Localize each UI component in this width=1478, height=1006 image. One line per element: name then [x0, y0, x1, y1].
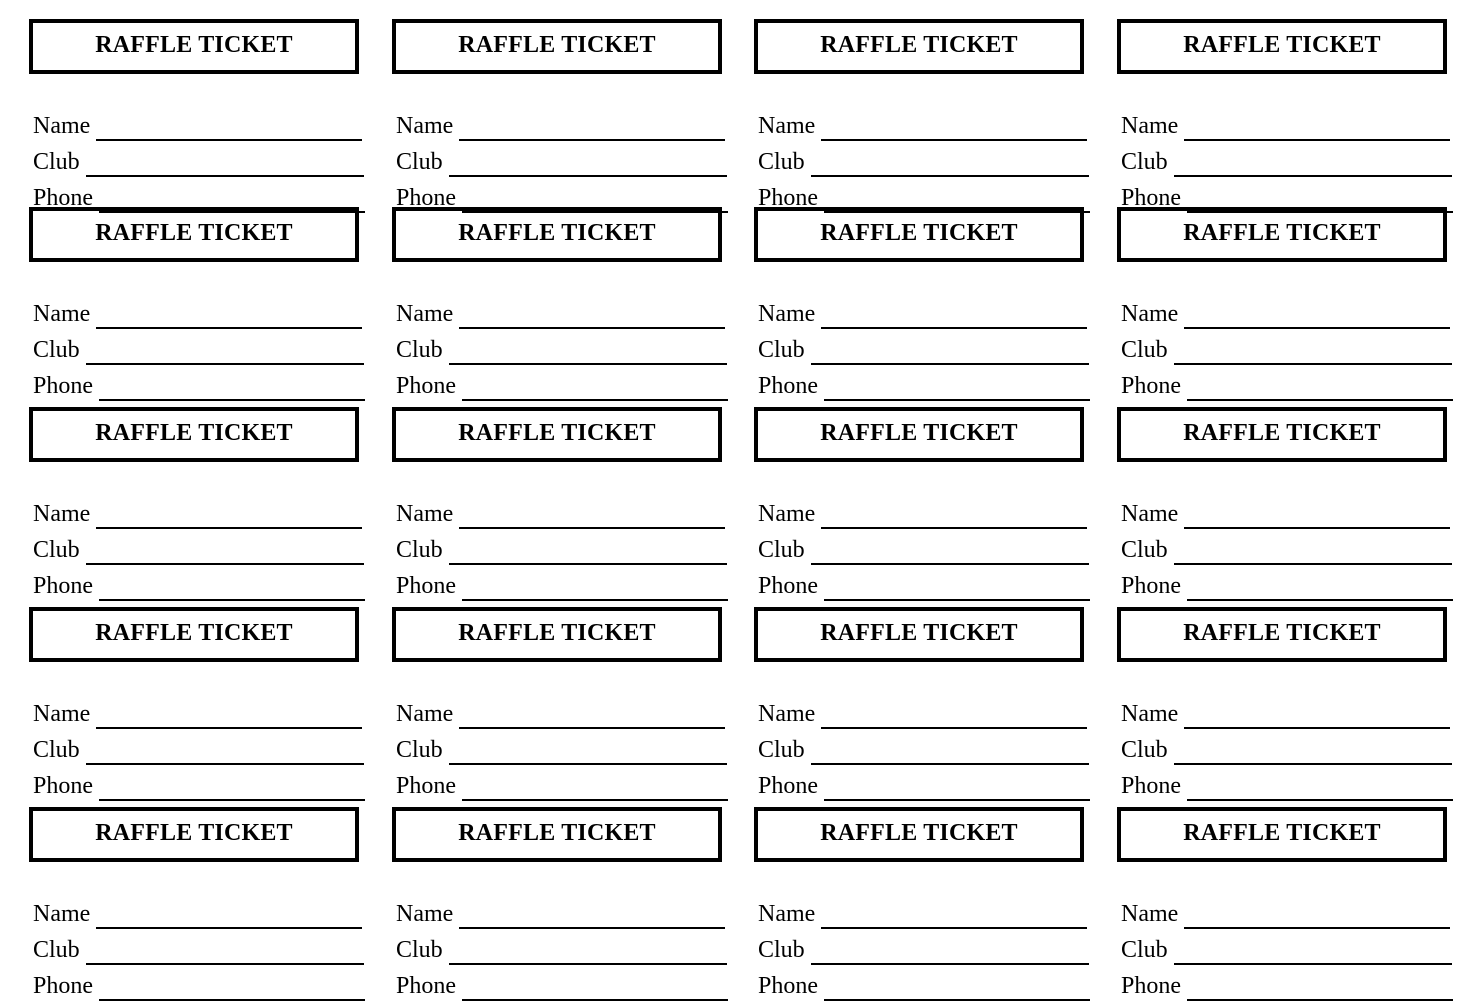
name-blank-line[interactable]	[821, 327, 1087, 329]
phone-field	[33, 568, 365, 598]
club-blank-line[interactable]	[86, 963, 364, 965]
ticket-title: RAFFLE TICKET	[820, 419, 1018, 446]
ticket-header-box	[392, 607, 722, 662]
club-blank-line[interactable]	[811, 563, 1089, 565]
ticket-header-box	[754, 807, 1084, 862]
club-field	[396, 332, 727, 362]
club-field	[33, 332, 364, 362]
name-blank-line[interactable]	[96, 327, 362, 329]
club-field	[1121, 532, 1452, 562]
ticket-header-box	[754, 19, 1084, 74]
ticket-header-box	[392, 207, 722, 262]
club-field	[33, 732, 364, 762]
club-field	[1121, 732, 1452, 762]
club-field	[1121, 932, 1452, 962]
phone-label: Phone	[758, 573, 818, 599]
phone-label: Phone	[1121, 773, 1181, 799]
club-field	[33, 144, 364, 174]
club-blank-line[interactable]	[1174, 363, 1452, 365]
club-blank-line[interactable]	[449, 563, 727, 565]
name-blank-line[interactable]	[459, 727, 725, 729]
club-blank-line[interactable]	[811, 963, 1089, 965]
phone-label: Phone	[758, 373, 818, 399]
name-blank-line[interactable]	[96, 527, 362, 529]
phone-label: Phone	[1121, 573, 1181, 599]
club-label: Club	[396, 337, 443, 363]
name-blank-line[interactable]	[1184, 327, 1450, 329]
ticket-title: RAFFLE TICKET	[95, 31, 293, 58]
name-blank-line[interactable]	[459, 327, 725, 329]
name-label: Name	[396, 113, 454, 139]
ticket-title: RAFFLE TICKET	[95, 219, 293, 246]
name-label: Name	[1121, 901, 1179, 927]
name-blank-line[interactable]	[821, 527, 1087, 529]
club-label: Club	[33, 537, 80, 563]
phone-field	[1121, 368, 1453, 398]
name-label: Name	[1121, 501, 1179, 527]
ticket-title: RAFFLE TICKET	[95, 619, 293, 646]
club-label: Club	[33, 737, 80, 763]
name-blank-line[interactable]	[821, 727, 1087, 729]
phone-blank-line[interactable]	[462, 999, 728, 1001]
name-label: Name	[396, 301, 454, 327]
club-blank-line[interactable]	[811, 175, 1089, 177]
phone-field	[396, 568, 728, 598]
name-field	[33, 496, 362, 526]
ticket-title: RAFFLE TICKET	[1183, 31, 1381, 58]
name-label: Name	[758, 113, 816, 139]
phone-label: Phone	[33, 373, 93, 399]
ticket-title: RAFFLE TICKET	[458, 819, 656, 846]
phone-blank-line[interactable]	[99, 599, 365, 601]
name-label: Name	[1121, 113, 1179, 139]
ticket-header-box	[1117, 807, 1447, 862]
name-blank-line[interactable]	[1184, 727, 1450, 729]
phone-label: Phone	[758, 973, 818, 999]
name-blank-line[interactable]	[821, 139, 1087, 141]
name-blank-line[interactable]	[96, 927, 362, 929]
phone-field	[396, 180, 728, 210]
phone-field	[396, 768, 728, 798]
phone-field	[758, 768, 1090, 798]
ticket-title: RAFFLE TICKET	[458, 31, 656, 58]
name-label: Name	[1121, 701, 1179, 727]
name-blank-line[interactable]	[96, 139, 362, 141]
club-label: Club	[33, 337, 80, 363]
phone-field	[1121, 568, 1453, 598]
ticket-title: RAFFLE TICKET	[820, 819, 1018, 846]
club-blank-line[interactable]	[86, 363, 364, 365]
club-blank-line[interactable]	[449, 963, 727, 965]
phone-blank-line[interactable]	[1187, 599, 1453, 601]
name-blank-line[interactable]	[1184, 927, 1450, 929]
phone-label: Phone	[33, 573, 93, 599]
club-blank-line[interactable]	[449, 363, 727, 365]
ticket-title: RAFFLE TICKET	[1183, 819, 1381, 846]
phone-field	[758, 568, 1090, 598]
ticket-title: RAFFLE TICKET	[1183, 419, 1381, 446]
name-field	[758, 296, 1087, 326]
ticket-header-box	[29, 19, 359, 74]
name-label: Name	[396, 501, 454, 527]
club-blank-line[interactable]	[449, 763, 727, 765]
phone-field	[758, 368, 1090, 398]
name-label: Name	[758, 301, 816, 327]
ticket-header-box	[392, 407, 722, 462]
ticket-title: RAFFLE TICKET	[820, 619, 1018, 646]
phone-label: Phone	[33, 973, 93, 999]
name-blank-line[interactable]	[1184, 139, 1450, 141]
club-field	[396, 932, 727, 962]
phone-blank-line[interactable]	[824, 999, 1090, 1001]
name-field	[396, 696, 725, 726]
club-field	[396, 532, 727, 562]
club-blank-line[interactable]	[811, 363, 1089, 365]
name-blank-line[interactable]	[1184, 527, 1450, 529]
club-blank-line[interactable]	[86, 563, 364, 565]
phone-blank-line[interactable]	[824, 599, 1090, 601]
phone-blank-line[interactable]	[462, 599, 728, 601]
phone-blank-line[interactable]	[1187, 799, 1453, 801]
name-field	[396, 496, 725, 526]
phone-blank-line[interactable]	[462, 399, 728, 401]
name-label: Name	[1121, 301, 1179, 327]
name-blank-line[interactable]	[96, 727, 362, 729]
club-field	[758, 532, 1089, 562]
club-blank-line[interactable]	[1174, 175, 1452, 177]
name-field	[396, 296, 725, 326]
phone-field	[33, 368, 365, 398]
name-blank-line[interactable]	[459, 139, 725, 141]
ticket-header-box	[754, 207, 1084, 262]
phone-blank-line[interactable]	[1187, 399, 1453, 401]
name-field	[758, 696, 1087, 726]
club-field	[1121, 332, 1452, 362]
club-blank-line[interactable]	[449, 175, 727, 177]
ticket-header-box	[754, 407, 1084, 462]
club-label: Club	[396, 937, 443, 963]
phone-field	[33, 968, 365, 998]
ticket-title: RAFFLE TICKET	[95, 419, 293, 446]
club-field	[758, 144, 1089, 174]
ticket-header-box	[29, 407, 359, 462]
ticket-header-box	[1117, 19, 1447, 74]
name-field	[758, 896, 1087, 926]
club-field	[758, 732, 1089, 762]
phone-field	[1121, 180, 1453, 210]
phone-label: Phone	[758, 185, 818, 211]
phone-label: Phone	[758, 773, 818, 799]
club-field	[758, 932, 1089, 962]
club-blank-line[interactable]	[1174, 963, 1452, 965]
ticket-title: RAFFLE TICKET	[1183, 619, 1381, 646]
phone-blank-line[interactable]	[824, 399, 1090, 401]
name-field	[1121, 496, 1450, 526]
phone-label: Phone	[1121, 185, 1181, 211]
name-field	[1121, 896, 1450, 926]
club-blank-line[interactable]	[1174, 763, 1452, 765]
name-field	[1121, 296, 1450, 326]
phone-field	[1121, 768, 1453, 798]
club-label: Club	[396, 537, 443, 563]
ticket-header-box	[29, 207, 359, 262]
ticket-title: RAFFLE TICKET	[1183, 219, 1381, 246]
club-label: Club	[758, 937, 805, 963]
ticket-header-box	[392, 19, 722, 74]
ticket-title: RAFFLE TICKET	[458, 619, 656, 646]
phone-blank-line[interactable]	[1187, 999, 1453, 1001]
phone-label: Phone	[396, 185, 456, 211]
ticket-header-box	[392, 807, 722, 862]
name-label: Name	[33, 901, 91, 927]
club-label: Club	[396, 737, 443, 763]
phone-field	[33, 768, 365, 798]
club-field	[758, 332, 1089, 362]
club-label: Club	[758, 149, 805, 175]
club-label: Club	[396, 149, 443, 175]
name-field	[396, 896, 725, 926]
ticket-title: RAFFLE TICKET	[820, 31, 1018, 58]
club-label: Club	[1121, 337, 1168, 363]
name-blank-line[interactable]	[459, 527, 725, 529]
phone-label: Phone	[33, 773, 93, 799]
name-label: Name	[396, 701, 454, 727]
name-field	[33, 108, 362, 138]
club-blank-line[interactable]	[811, 763, 1089, 765]
club-field	[396, 732, 727, 762]
club-label: Club	[33, 149, 80, 175]
name-blank-line[interactable]	[459, 927, 725, 929]
ticket-title: RAFFLE TICKET	[820, 219, 1018, 246]
ticket-header-box	[29, 607, 359, 662]
club-blank-line[interactable]	[86, 763, 364, 765]
name-field	[1121, 696, 1450, 726]
name-field	[33, 296, 362, 326]
name-label: Name	[33, 701, 91, 727]
name-label: Name	[758, 501, 816, 527]
phone-field	[396, 368, 728, 398]
club-blank-line[interactable]	[86, 175, 364, 177]
club-field	[33, 932, 364, 962]
phone-field	[33, 180, 365, 210]
club-label: Club	[758, 337, 805, 363]
club-label: Club	[758, 737, 805, 763]
phone-blank-line[interactable]	[824, 799, 1090, 801]
name-field	[758, 496, 1087, 526]
club-label: Club	[1121, 937, 1168, 963]
club-label: Club	[758, 537, 805, 563]
ticket-header-box	[29, 807, 359, 862]
club-label: Club	[1121, 149, 1168, 175]
phone-field	[1121, 968, 1453, 998]
phone-blank-line[interactable]	[99, 399, 365, 401]
phone-label: Phone	[33, 185, 93, 211]
phone-field	[758, 180, 1090, 210]
phone-label: Phone	[396, 373, 456, 399]
name-label: Name	[396, 901, 454, 927]
name-label: Name	[33, 301, 91, 327]
phone-label: Phone	[396, 973, 456, 999]
phone-label: Phone	[1121, 373, 1181, 399]
club-label: Club	[33, 937, 80, 963]
ticket-header-box	[1117, 407, 1447, 462]
phone-blank-line[interactable]	[99, 999, 365, 1001]
name-label: Name	[758, 901, 816, 927]
ticket-header-box	[754, 607, 1084, 662]
ticket-title: RAFFLE TICKET	[95, 819, 293, 846]
phone-label: Phone	[396, 573, 456, 599]
ticket-header-box	[1117, 607, 1447, 662]
club-label: Club	[1121, 537, 1168, 563]
name-blank-line[interactable]	[821, 927, 1087, 929]
club-field	[33, 532, 364, 562]
name-label: Name	[33, 501, 91, 527]
phone-label: Phone	[396, 773, 456, 799]
phone-field	[758, 968, 1090, 998]
phone-blank-line[interactable]	[462, 799, 728, 801]
club-field	[1121, 144, 1452, 174]
phone-label: Phone	[1121, 973, 1181, 999]
name-field	[758, 108, 1087, 138]
name-field	[396, 108, 725, 138]
ticket-title: RAFFLE TICKET	[458, 219, 656, 246]
name-field	[33, 696, 362, 726]
phone-blank-line[interactable]	[99, 799, 365, 801]
ticket-header-box	[1117, 207, 1447, 262]
club-field	[396, 144, 727, 174]
name-label: Name	[33, 113, 91, 139]
club-blank-line[interactable]	[1174, 563, 1452, 565]
name-label: Name	[758, 701, 816, 727]
ticket-title: RAFFLE TICKET	[458, 419, 656, 446]
phone-field	[396, 968, 728, 998]
name-field	[33, 896, 362, 926]
club-label: Club	[1121, 737, 1168, 763]
name-field	[1121, 108, 1450, 138]
